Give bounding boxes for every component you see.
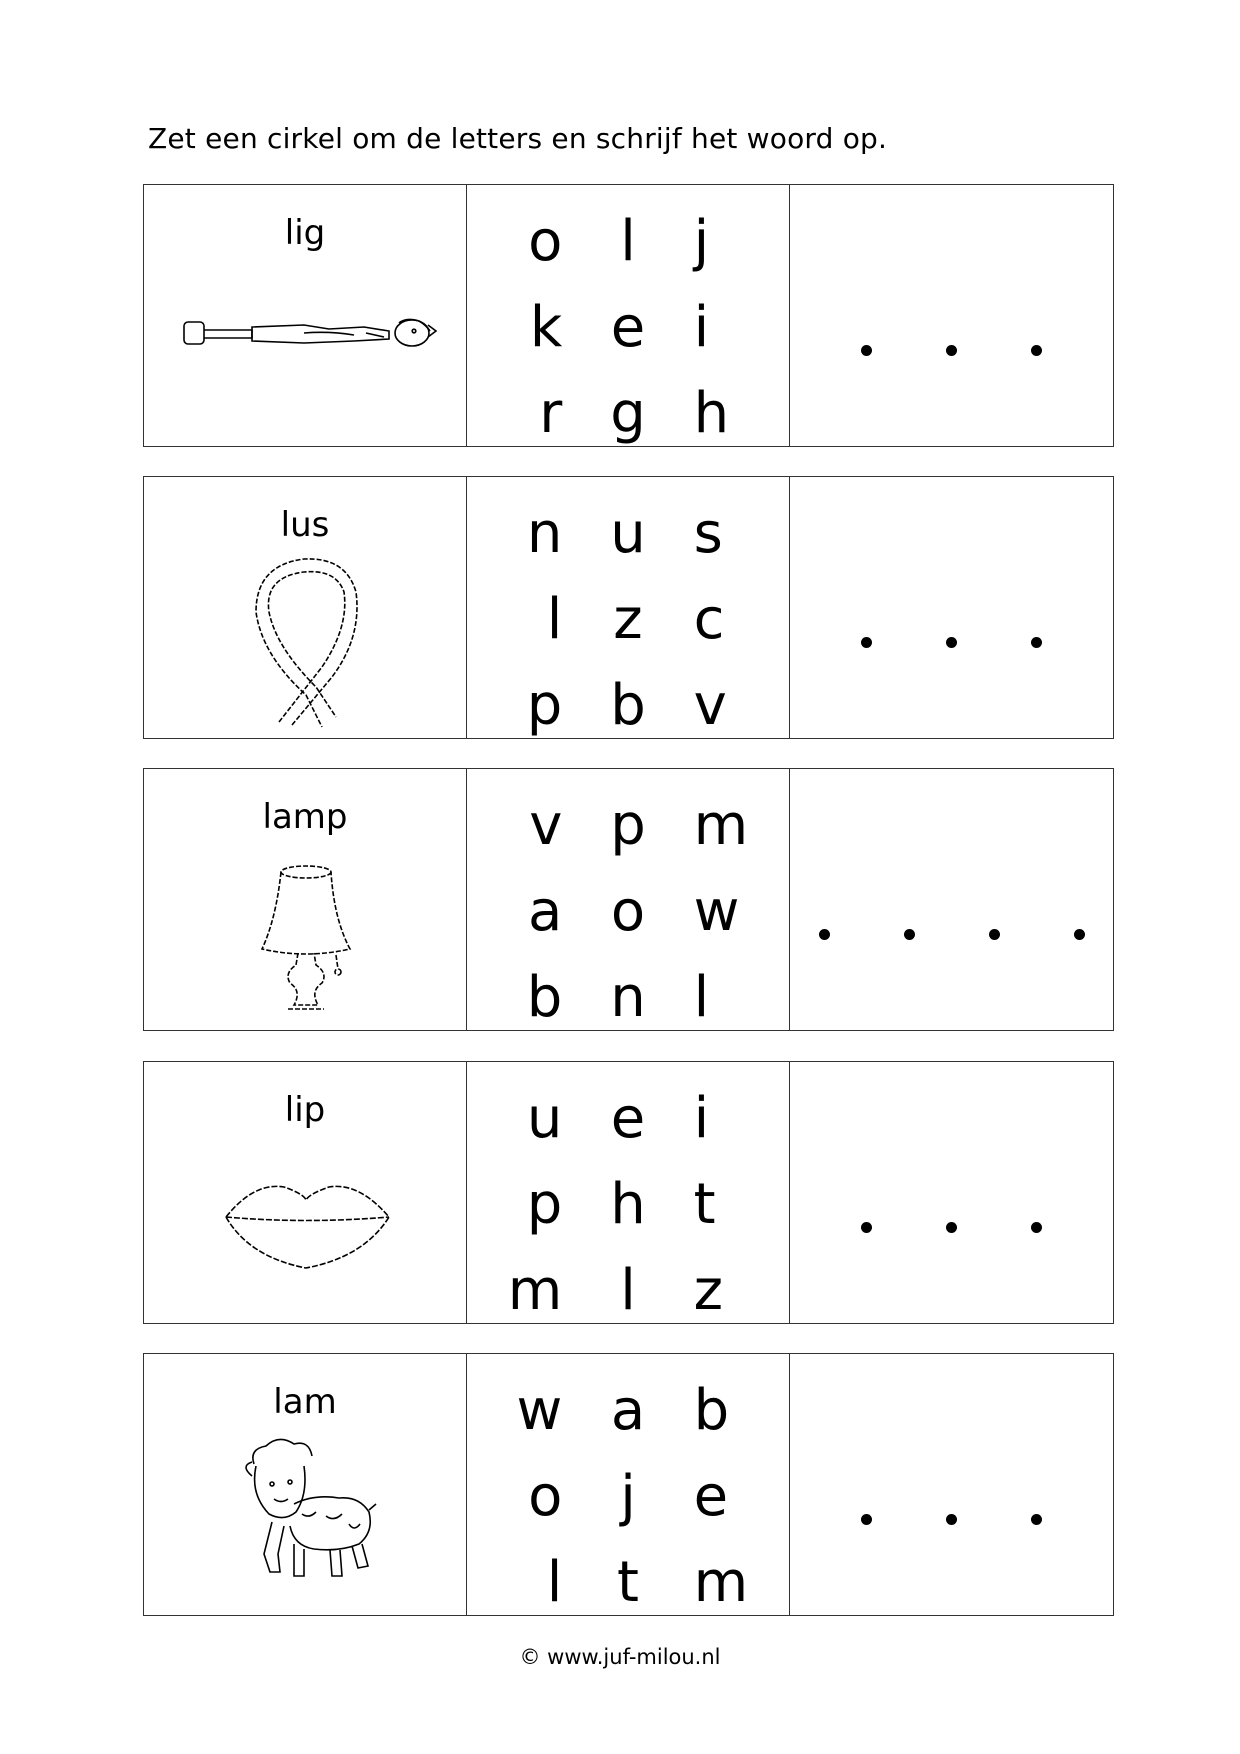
exercise-row-lamp	[143, 768, 1114, 1031]
answer-dots	[790, 637, 1113, 647]
letter-option[interactable]: t	[617, 1550, 639, 1615]
letter-option[interactable]: i	[693, 1086, 710, 1151]
letter-option[interactable]: n	[526, 501, 563, 566]
lips-drawing	[144, 1062, 467, 1325]
letter-blank-dot	[861, 345, 872, 356]
letter-option[interactable]: j	[693, 209, 710, 274]
letter-grid-cell	[467, 185, 790, 446]
letter-option[interactable]: e	[693, 1464, 729, 1529]
letter-blank-dot	[946, 345, 957, 356]
letter-grid	[467, 1076, 789, 1334]
target-word: lamp	[262, 797, 348, 837]
letter-grid-cell	[467, 1354, 790, 1615]
letter-grid	[467, 199, 789, 457]
loop-ribbon-drawing	[144, 477, 467, 740]
letter-blank-dot	[946, 1514, 957, 1525]
letter-option[interactable]: i	[693, 295, 710, 360]
letter-option[interactable]: m	[507, 1258, 563, 1323]
letter-option[interactable]: o	[610, 879, 646, 944]
letter-option[interactable]: p	[610, 793, 646, 858]
letter-blank-dot	[946, 1222, 957, 1233]
letter-option[interactable]: a	[528, 879, 563, 944]
letter-grid-cell	[467, 1062, 790, 1323]
letter-option[interactable]: v	[693, 673, 727, 738]
letter-blank-dot	[861, 637, 872, 648]
letter-option[interactable]: w	[516, 1378, 563, 1443]
letter-option[interactable]: u	[610, 501, 646, 566]
answer-dots	[790, 1514, 1113, 1524]
letter-blank-dot	[1074, 929, 1085, 940]
exercise-row-lus	[143, 476, 1114, 739]
letter-option[interactable]: l	[620, 1258, 636, 1323]
letter-option[interactable]: b	[526, 965, 563, 1030]
exercise-row-lam	[143, 1353, 1114, 1616]
answer-dots	[790, 1222, 1113, 1232]
exercise-row-lig	[143, 184, 1114, 447]
letter-option[interactable]: z	[613, 587, 643, 652]
answer-dots	[790, 929, 1113, 939]
letter-grid	[467, 1368, 789, 1626]
letter-blank-dot	[861, 1514, 872, 1525]
lamb-drawing	[144, 1354, 467, 1617]
letter-blank-dot	[989, 929, 1000, 940]
letter-option[interactable]: z	[693, 1258, 724, 1323]
answer-dots	[790, 345, 1113, 355]
letter-grid-cell	[467, 769, 790, 1030]
exercise-row-lip	[143, 1061, 1114, 1324]
picture-cell	[144, 769, 467, 1030]
letter-option[interactable]: g	[610, 381, 646, 446]
letter-blank-dot	[1031, 637, 1042, 648]
table-lamp-drawing	[144, 769, 467, 1032]
letter-blank-dot	[819, 929, 830, 940]
letter-grid	[467, 783, 789, 1041]
letter-option[interactable]: v	[529, 793, 563, 858]
letter-blank-dot	[904, 929, 915, 940]
target-word: lip	[284, 1090, 326, 1130]
target-word: lig	[284, 213, 326, 253]
answer-cell[interactable]	[790, 1354, 1113, 1615]
letter-option[interactable]: w	[693, 879, 740, 944]
letter-blank-dot	[1031, 1222, 1042, 1233]
letter-option[interactable]: j	[620, 1464, 636, 1529]
letter-option[interactable]: e	[610, 295, 646, 360]
letter-option[interactable]: m	[693, 1550, 749, 1615]
letter-blank-dot	[861, 1222, 872, 1233]
picture-cell	[144, 1062, 467, 1323]
letter-blank-dot	[1031, 1514, 1042, 1525]
answer-cell[interactable]	[790, 477, 1113, 738]
letter-option[interactable]: c	[693, 587, 725, 652]
letter-option[interactable]: m	[693, 793, 749, 858]
letter-blank-dot	[1031, 345, 1042, 356]
letter-option[interactable]: h	[610, 1172, 646, 1237]
instruction-text: Zet een cirkel om de letters en schrijf het woord op.	[148, 122, 888, 155]
letter-option[interactable]: e	[610, 1086, 646, 1151]
letter-option[interactable]: l	[546, 1550, 563, 1615]
letter-grid-cell	[467, 477, 790, 738]
picture-cell	[144, 477, 467, 738]
answer-cell[interactable]	[790, 1062, 1113, 1323]
letter-grid	[467, 491, 789, 749]
letter-option[interactable]: r	[539, 381, 563, 446]
target-word: lam	[273, 1382, 337, 1422]
letter-option[interactable]: l	[620, 209, 636, 274]
letter-option[interactable]: a	[610, 1378, 646, 1443]
letter-option[interactable]: l	[693, 965, 710, 1030]
person-lying-drawing	[144, 185, 467, 448]
letter-blank-dot	[946, 637, 957, 648]
letter-option[interactable]: k	[529, 295, 563, 360]
letter-option[interactable]: o	[528, 1464, 563, 1529]
letter-option[interactable]: p	[526, 1172, 563, 1237]
answer-cell[interactable]	[790, 185, 1113, 446]
letter-option[interactable]: b	[610, 673, 646, 738]
letter-option[interactable]: n	[610, 965, 646, 1030]
letter-option[interactable]: t	[693, 1172, 716, 1237]
picture-cell	[144, 185, 467, 446]
letter-option[interactable]: o	[528, 209, 563, 274]
answer-cell[interactable]	[790, 769, 1113, 1030]
letter-option[interactable]: s	[693, 501, 723, 566]
letter-option[interactable]: l	[546, 587, 563, 652]
letter-option[interactable]: h	[693, 381, 730, 446]
target-word: lus	[280, 505, 330, 545]
letter-option[interactable]: b	[693, 1378, 730, 1443]
letter-option[interactable]: u	[526, 1086, 563, 1151]
picture-cell	[144, 1354, 467, 1615]
copyright-footer: © www.juf-milou.nl	[519, 1645, 721, 1669]
letter-option[interactable]: p	[526, 673, 563, 738]
